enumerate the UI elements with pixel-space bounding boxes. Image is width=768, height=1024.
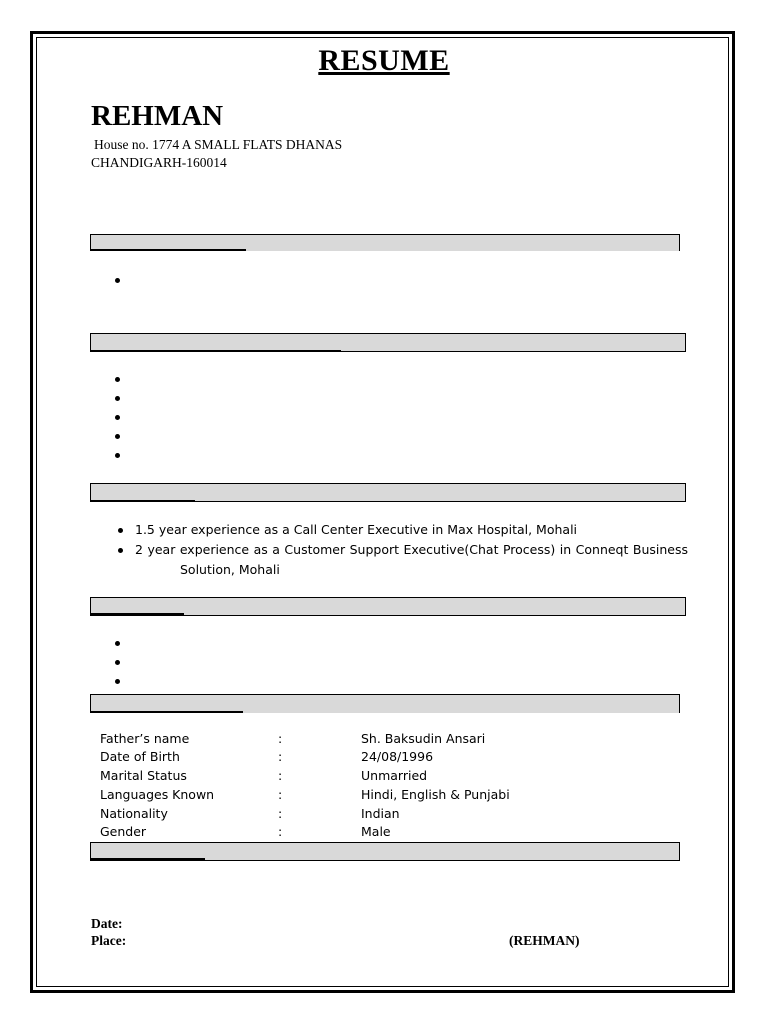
detail-separator: : — [278, 731, 283, 746]
detail-separator: : — [278, 768, 283, 783]
bullet-icon — [115, 641, 120, 646]
bullet-icon — [115, 377, 120, 382]
experience-item-1 — [118, 520, 688, 540]
section-header-4 — [90, 597, 686, 616]
bullet-icon — [115, 453, 120, 458]
detail-label: Nationality — [100, 806, 168, 821]
place-label: Place: — [91, 933, 127, 948]
address-line-1: House no. 1774 A SMALL FLATS DHANAS — [94, 137, 343, 152]
section-header-experience — [90, 483, 686, 502]
detail-row — [100, 822, 660, 841]
bullet-icon — [118, 548, 123, 553]
bullet-icon — [115, 660, 120, 665]
section-header-underline — [91, 350, 341, 351]
section-header-personal-details — [90, 694, 680, 713]
section-header-underline — [91, 249, 246, 251]
detail-separator: : — [278, 824, 283, 839]
experience-text: 1.5 year experience as a Call Center Executive in Max Hospital, Mohali — [135, 522, 578, 537]
detail-separator: : — [278, 806, 283, 821]
detail-separator: : — [278, 749, 283, 764]
detail-label: Father’s name — [100, 731, 190, 746]
section-header-underline — [91, 613, 184, 615]
address-line-2: CHANDIGARH-160014 — [91, 155, 227, 170]
detail-row — [100, 729, 660, 748]
date-label: Date: — [91, 916, 123, 931]
section-header-6 — [90, 842, 680, 861]
resume-title: RESUME — [318, 44, 450, 77]
section-header-underline — [91, 500, 195, 501]
bullet-icon — [115, 679, 120, 684]
bullet-icon — [118, 528, 123, 533]
detail-label: Gender — [100, 824, 147, 839]
detail-value: Hindi, English & Punjabi — [361, 787, 510, 802]
bullet-icon — [115, 278, 120, 283]
bullet-icon — [115, 415, 120, 420]
experience-item-2 — [118, 540, 688, 580]
signature-name: (REHMAN) — [509, 933, 580, 948]
bullet-icon — [115, 434, 120, 439]
detail-row — [100, 804, 660, 823]
detail-label: Languages Known — [100, 787, 215, 802]
section-header-1 — [90, 234, 680, 251]
detail-value: Male — [361, 824, 391, 839]
detail-value: Indian — [361, 806, 400, 821]
detail-label: Marital Status — [100, 768, 187, 783]
detail-row — [100, 785, 660, 804]
detail-separator: : — [278, 787, 283, 802]
detail-value: 24/08/1996 — [361, 749, 434, 764]
section-header-underline — [91, 711, 243, 713]
detail-value: Sh. Baksudin Ansari — [361, 731, 486, 746]
detail-value: Unmarried — [361, 768, 428, 783]
detail-row — [100, 766, 660, 785]
detail-label: Date of Birth — [100, 749, 180, 764]
bullet-icon — [115, 396, 120, 401]
section-header-underline — [91, 858, 205, 860]
experience-text: 2 year experience as a Customer Support Executive(Chat Process) in Conneqt Business — [135, 542, 688, 557]
section-header-2 — [90, 333, 686, 352]
experience-text-continuation: Solution, Mohali — [180, 562, 280, 577]
candidate-name: REHMAN — [91, 100, 224, 132]
detail-row — [100, 747, 660, 766]
